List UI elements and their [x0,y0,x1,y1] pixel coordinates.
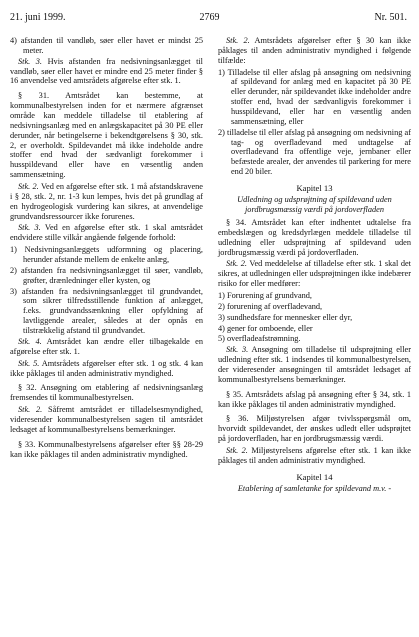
subsection-label: Stk. 2. [226,446,248,456]
paragraph-text: Ved en afgørelse efter stk. 1 skal amtsrådet endvidere stille vilkår angående følgende forhold: [10,223,203,243]
page-date: 21. juni 1999. [10,12,66,23]
subsection-label: Stk. 2. [226,36,250,45]
paragraph-text: Amtsrådets afgørelser efter stk. 1 og stk. 4 kan ikke påklages til anden administrativ myndighed. [10,358,203,378]
paragraph [10,337,203,357]
section-32 [10,383,203,403]
paragraph [218,345,411,384]
paragraph-text: Ansøgning om tilladelse til udsprøjtning eller udledning efter stk. 1 indsendes til kommunalbestyrelsen, der videresender ansøgningen til amtsrådet ledsaget af kommunalbestyrelsens bemærkninger. [218,345,411,384]
section-label: § 31. [18,91,50,101]
list-item: 1) Forurening af grundvand, [218,290,313,300]
subsection-label: Stk. 2. [18,405,43,415]
paragraph [10,223,203,243]
list-item: 2) tilladelse til eller afslag på ansøgning om nedsivning af tag- og overfladevand med undtagelse af overfladevand fra offentlige veje, jernbaner eller befæstede arealer, der anvendes til parkering for mere end 20 biler. [218,127,411,177]
section-33 [10,440,203,460]
paragraph-text: Ved meddelelse af tilladelse efter stk. 1 skal det sikres, at udledningen eller udsprøjtningen ikke indebærer risiko for eller medfører: [218,259,411,289]
paragraph-text: Ansøgning om etablering af nedsivningsanlæg fremsendes til kommunalbestyrelsen. [10,383,203,403]
page-number: 2769 [199,12,220,23]
list-item: 3) afstanden fra nedsivningsanlægget til grundvandet, som sikrer tilfredsstillende funktion af anlægget, f.eks. grundvandssænkning eller opfyldning af lavtliggende arealer, således at der opnås en tilstrækkelig afstand til grundvandet. [10,286,203,336]
subsection-label: Stk. 2. [18,182,39,192]
section-34 [218,218,411,257]
paragraph-text: Kommunalbestyrelsens afgørelser efter §§ 28-29 kan ikke påklages til anden administrativ myndighed. [10,439,203,459]
paragraph-text: Amtsrådet kan bestemme, at kommunalbestyrelsen inden for et nærmere afgrænset område kan meddele tilladelse til etablering af nedsivningsanlæg med en anlægskapacitet på 30 PE eller derunder, når betingelserne i bekendtgørelsens § 30, stk. 2, er overholdt. Spildevandet må ikke indeholde andre stoffer end hvad der sædvanligt forekommer i husspildevand eller have en væsentlig anden sammensætning. [10,91,204,180]
paragraph-text: Amtsrådet kan efter indhentet udtalelse fra embedslægen og kredsdyrlægen meddele tilladelse til udledning eller udsprøjtning af spildevand uden jordbrugsmæssig værdi på jordoverfladen. [218,217,411,257]
section-31 [10,91,203,180]
paragraph [10,57,203,87]
paragraph [218,259,411,289]
paragraph-text: Såfremt amtsrådet er tilladelsesmyndighed, videresender kommunalbestyrelsen sagen til amtsrådet ledsaget af kommunalbestyrelsens bemærkninger. [10,405,203,434]
section-label: § 32. [18,383,37,393]
paragraph [10,359,203,379]
list-item: 2) afstanden fra nedsivningsanlægget til søer, vandløb, grøfter, drænledninger eller kysten, og [10,265,203,285]
right-column [218,36,411,497]
paragraph-text: Amtsrådet kan ændre eller tilbagekalde en afgørelse efter stk. 1. [10,336,203,356]
list-item: 4) afstanden til vandløb, søer eller havet er mindst 25 meter. [10,36,203,55]
list-item: 3) sundhedsfare for mennesker eller dyr, [218,312,353,322]
subsection-label: Stk. 3. [226,345,249,355]
section-35 [218,390,411,410]
paragraph-text: Miljøstyrelsens afgørelse efter stk. 1 kan ikke påklages til anden administrativ myndighed. [218,446,411,465]
chapter-heading: Kapitel 14 [296,471,333,482]
subsection-label: Stk. 4. [18,336,42,346]
subsection-label: Stk. 2. [226,259,247,269]
paragraph-text: Amtsrådets afgørelser efter § 30 kan ikke påklages til anden administrativ myndighed i følgende tilfælde: [218,36,411,65]
paragraph-text: Amtsrådets afslag på ansøgning efter § 34, stk. 1 kan ikke påklages til anden administrativ myndighed. [218,389,411,409]
left-column [10,36,203,461]
paragraph-text: Ved en afgørelse efter stk. 1 må afstandskravene i § 28, stk. 2, nr. 1-3 kun lempes, hvis det på grundlag af en hydrogeologisk vurdering kan sikres, at anvendelige grundvandsressourcer ikke forurenes. [10,182,203,221]
section-label: § 36. [226,414,249,424]
subsection-label: Stk. 3. [18,223,41,233]
subsection-label: Stk. 5. [18,358,40,368]
list-item: 1) Tilladelse til eller afslag på ansøgning om nedsivning af spildevand for anlæg med en kapacitet på 30 PE eller derunder, når spildevandet ikke indeholder andre stoffer end, hvad der sædvanligvis forekommer i husspildevand, eller har en væsentlig anden sammensætning, eller [218,67,411,126]
section-label: § 34. [226,217,247,227]
paragraph [10,405,203,435]
paragraph [10,182,203,221]
list-item: 1) Nedsivningsanlæggets udformning og placering, herunder afstande mellem de enkelte anlæg, [10,245,203,265]
paragraph-text: Miljøstyrelsen afgør tvivlsspørgsmål om, hvorvidt spildevandet, der ønskes udledt eller udsprøjtet på jordoverfladen, har en jordbrugsmæssig værdi. [218,414,411,444]
paragraph-text: Hvis afstanden fra nedsivningsanlægget til vandløb, søer eller havet er mindre end 25 meter finder § 16 anvendelse ved amtsrådets afgørelse efter stk. 1. [10,56,203,86]
section-label: § 33. [18,439,36,449]
list-item: 2) forurening af overfladevand, [218,301,323,311]
list-item: 5) overfladeafstrømning. [218,334,301,344]
section-36 [218,414,411,444]
chapter-heading: Kapitel 13 [296,183,333,194]
list-item: 4) gener for omboende, eller [218,323,313,333]
paragraph [218,36,411,66]
issue-number: Nr. 501. [374,12,407,23]
section-label: § 35. [226,389,244,399]
chapter-subtitle: Udledning og udsprøjtning af spildevand uden jordbrugsmæssig værdi på jordoverfladen [237,195,392,215]
paragraph [218,446,411,466]
chapter-subtitle: Etablering af samletanke for spildevand m.v. - [237,483,392,493]
subsection-label: Stk. 3. [18,56,42,66]
